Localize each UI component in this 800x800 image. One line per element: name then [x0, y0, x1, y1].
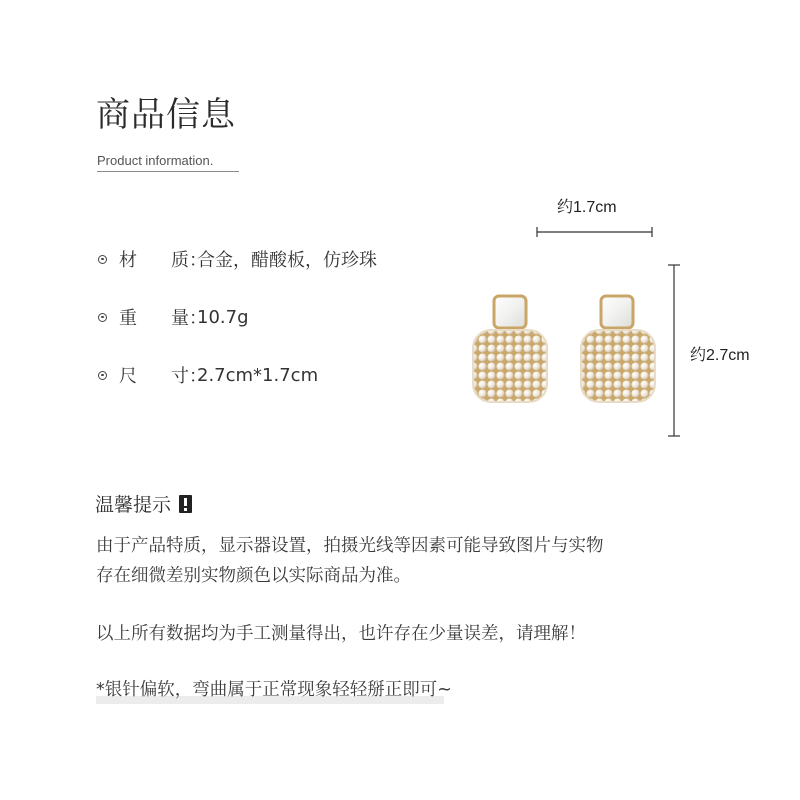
spec-row-material — [98, 247, 377, 271]
bullet-icon — [98, 255, 107, 264]
needle-note: *银针偏软，弯曲属于正常现象轻轻掰正即可~ — [96, 680, 452, 700]
right-earring — [581, 296, 655, 402]
note-highlight — [96, 676, 452, 701]
width-dimension-label: 约1.7cm — [557, 199, 617, 216]
spec-value: 2.7cm*1.7cm — [197, 364, 319, 386]
earrings-product-image — [460, 290, 660, 410]
tips-measurement-note: 以上所有数据均为手工测量得出，也许存在少量误差，请理解！ — [96, 624, 586, 644]
tips-title: 温馨提示 — [95, 494, 172, 516]
bullet-icon — [98, 371, 107, 380]
exclamation-icon — [179, 495, 192, 513]
bullet-icon — [98, 313, 107, 322]
height-dimension-label: 约2.7cm — [690, 347, 750, 364]
spec-key-first: 尺 — [119, 366, 137, 387]
tips-paragraph-line-2: 存在细微差别实物颜色以实际商品为准。 — [96, 566, 411, 586]
spec-value: 合金，醋酸板，仿珍珠 — [197, 250, 377, 271]
spec-value: 10.7g — [197, 306, 249, 328]
spec-row-size — [98, 363, 318, 387]
spec-key-second: 量： — [171, 308, 207, 329]
spec-key-second: 寸： — [171, 366, 207, 387]
spec-key-first: 重 — [119, 308, 137, 329]
left-earring — [473, 296, 547, 402]
page-title: 商品信息 — [96, 95, 236, 135]
spec-key-first: 材 — [119, 250, 137, 271]
tips-paragraph-line-1: 由于产品特质，显示器设置，拍摄光线等因素可能导致图片与实物 — [96, 536, 604, 556]
tips-heading — [95, 490, 192, 517]
spec-key-second: 质： — [171, 250, 207, 271]
page-subtitle: Product information. — [97, 153, 239, 172]
spec-row-weight — [98, 305, 249, 329]
